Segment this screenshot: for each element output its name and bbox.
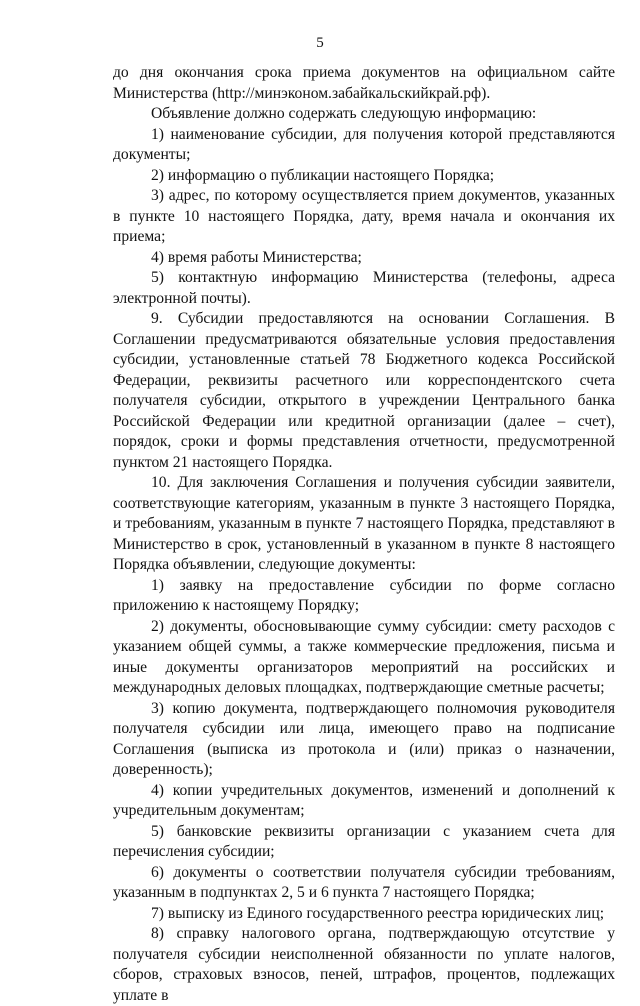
- list-item-application: 1) заявку на предоставление субсидии по форме согласно приложению к настоящему Порядку;: [113, 576, 615, 614]
- paragraph-clause-10: 10. Для заключения Соглашения и получения субсидии заявители, соответствующие категориям, указанным в пункте 3 настоящего Порядка, и требованиям, указанным в пункте 7 настоящего Порядка, представляют в Министерство в срок, установленный в указанном в пункте 8 настоящего Порядка объявлении, следующие документы:: [113, 474, 615, 573]
- list-item-address: 3) адрес, по которому осуществляется прием документов, указанных в пункте 10 настоящего Порядка, дату, время начала и окончания их приема;: [113, 187, 615, 245]
- paragraph-clause-9: 9. Субсидии предоставляются на основании Соглашения. В Соглашении предусматриваются обязательные условия предоставления субсидии, установленные статьей 78 Бюджетного кодекса Российской Федерации, реквизиты расчетного или корреспондентского счета получателя субсидии, открытого в учреждении Центрального банка Российской Федерации или кредитной организации (далее – счет), порядок, сроки и формы представления отчетности, предусмотренной пунктом 21 настоящего Порядка.: [113, 310, 615, 471]
- paragraph-announcement-intro: Объявление должно содержать следующую информацию:: [151, 105, 537, 122]
- list-item-contact-info: 5) контактную информацию Министерства (телефоны, адреса электронной почты).: [113, 269, 615, 307]
- paragraph-continuation: до дня окончания срока приема документов на официальном сайте Министерства (http://минэконом.забайкальскийкрай.рф).: [113, 64, 615, 102]
- list-item-working-hours: 4) время работы Министерства;: [151, 248, 362, 266]
- list-item-justification-documents: 2) документы, обосновывающие сумму субсидии: смету расходов с указанием общей суммы, а также коммерческие предложения, письма и иные документы организаторов мероприятий на российских и международных деловых площадках, подтверждающие сметные расчеты;: [113, 617, 615, 696]
- list-item-publication-info: 2) информацию о публикации настоящего Порядка;: [151, 166, 495, 184]
- document-body: [113, 63, 615, 1006]
- list-item-founding-documents: 4) копии учредительных документов, изменений и дополнений к учредительным документам;: [113, 781, 615, 819]
- list-item-compliance-documents: 6) документы о соответствии получателя субсидии требованиям, указанным в подпунктах 2, 5 и 6 пункта 7 настоящего Порядка;: [113, 863, 615, 901]
- list-item-registry-extract: 7) выписку из Единого государственного реестра юридических лиц;: [151, 904, 605, 922]
- list-item-tax-certificate: 8) справку налогового органа, подтверждающую отсутствие у получателя субсидии неисполненной обязанности по уплате налогов, сборов, страховых взносов, пеней, штрафов, процентов, подлежащих уплате в: [113, 925, 615, 1004]
- list-item-subsidy-name: 1) наименование субсидии, для получения которой представляются документы;: [113, 125, 615, 163]
- list-item-authority-document: 3) копию документа, подтверждающего полномочия руководителя получателя субсидии или лица, имеющего право на подписание Соглашения (выписка из протокола и (или) приказ о назначении, доверенность);: [113, 699, 615, 778]
- page-number: 5: [316, 35, 324, 51]
- list-item-bank-details: 5) банковские реквизиты организации с указанием счета для перечисления субсидии;: [113, 822, 615, 860]
